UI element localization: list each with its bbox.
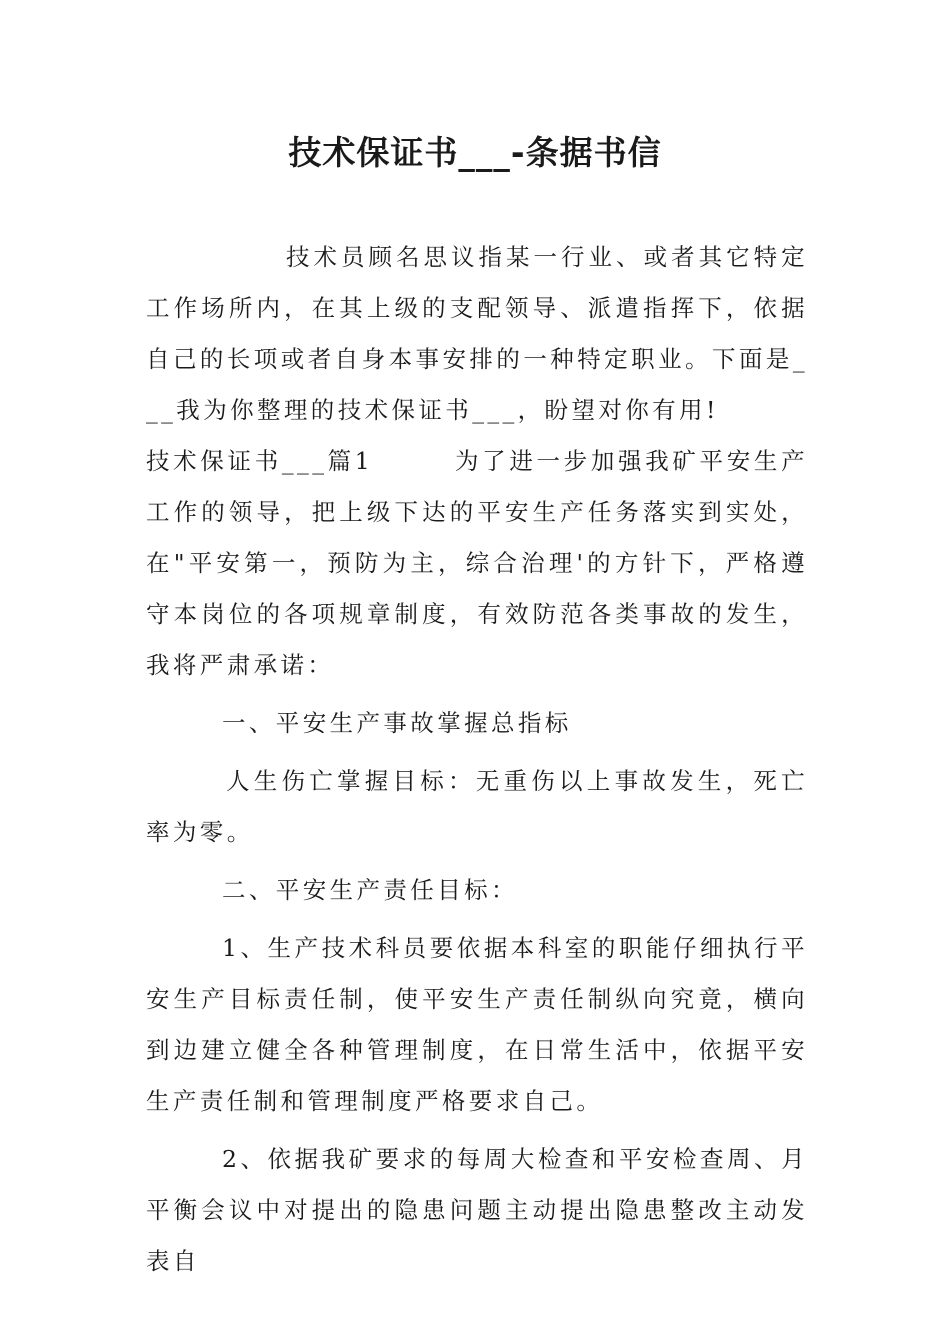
document-body (146, 232, 808, 1287)
paragraph-heading-1: 一、平安生产事故掌握总指标 (222, 709, 572, 737)
paragraph-section-1-lead: 技术保证书___篇1 为了进一步加强我矿平安生产工作的领导，把上级下达的平安生产任务落实到实处，在"平安第一，预防为主，综合治理'的方针下，严格遵守本岗位的各项规章制度，有效防范各类事故的发生，我将严肃承诺： (146, 447, 808, 679)
paragraph-item-1: 1、生产技术科员要依据本科室的职能仔细执行平安生产目标责任制，使平安生产责任制纵向究竟，横向到边建立健全各种管理制度，在日常生活中，依据平安生产责任制和管理制度严格要求自己。 (146, 934, 808, 1115)
document-title: 技术保证书___-条据书信 (288, 133, 662, 172)
paragraph-injury-target: 人生伤亡掌握目标：无重伤以上事故发生，死亡率为零。 (146, 767, 808, 846)
paragraph-intro: 技术员顾名思议指某一行业、或者其它特定工作场所内，在其上级的支配领导、派遣指挥下，依据自己的长项或者自身本事安排的一种特定职业。下面是___我为你整理的技术保证书___，盼望对你有用! (146, 243, 808, 424)
paragraph-heading-2: 二、平安生产责任目标： (222, 876, 518, 904)
paragraph-item-2: 2、依据我矿要求的每周大检查和平安检查周、月平衡会议中对提出的隐患问题主动提出隐患整改主动发表自 (146, 1145, 808, 1275)
